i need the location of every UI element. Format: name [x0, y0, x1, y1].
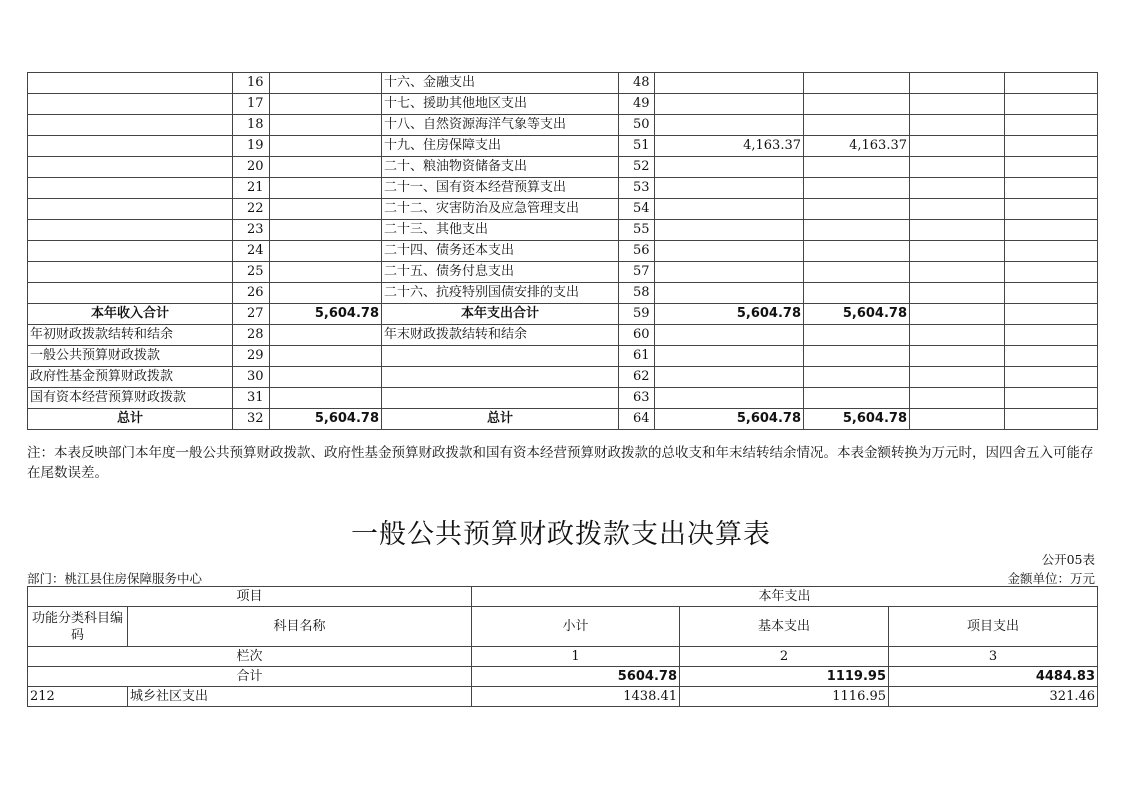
- income-line-no: 27: [233, 304, 270, 325]
- soe-budget-amount: [1005, 178, 1098, 199]
- income-line-no: 32: [233, 409, 270, 430]
- soe-budget-amount: [1005, 283, 1098, 304]
- table-row: [28, 283, 1098, 304]
- expense-total: [655, 241, 804, 262]
- expense-item: 二十二、灾害防治及应急管理支出: [382, 199, 619, 220]
- expense-line-no: 51: [619, 136, 655, 157]
- income-line-no: 20: [233, 157, 270, 178]
- table-row: [28, 409, 1098, 430]
- expense-item: 二十六、抗疫特别国债安排的支出: [382, 283, 619, 304]
- expense-total: [655, 178, 804, 199]
- soe-budget-amount: [1005, 304, 1098, 325]
- income-item: [28, 73, 233, 94]
- general-budget-amount: [804, 241, 910, 262]
- income-line-no: 25: [233, 262, 270, 283]
- expense-total: 5,604.78: [655, 304, 804, 325]
- expense-item: 二十五、债务付息支出: [382, 262, 619, 283]
- fund-budget-amount: [910, 409, 1005, 430]
- fund-budget-amount: [910, 262, 1005, 283]
- row-subtotal: 1438.41: [472, 687, 680, 707]
- income-amount: [270, 283, 382, 304]
- income-line-no: 17: [233, 94, 270, 115]
- expense-line-no: 50: [619, 115, 655, 136]
- soe-budget-amount: [1005, 220, 1098, 241]
- expense-item: 十七、援助其他地区支出: [382, 94, 619, 115]
- expense-total: 5,604.78: [655, 409, 804, 430]
- table-note: 注：本表反映部门本年度一般公共预算财政拨款、政府性基金预算财政拨款和国有资本经营预算财政拨款的总收支和年末结转结余情况。本表金额转换为万元时，因四舍五入可能存在尾数误差。: [27, 445, 1094, 481]
- expense-total: [655, 388, 804, 409]
- income-item: 一般公共预算财政拨款: [28, 346, 233, 367]
- table-row: [28, 199, 1098, 220]
- income-item: [28, 94, 233, 115]
- income-amount: [270, 388, 382, 409]
- expense-line-no: 49: [619, 94, 655, 115]
- table-row: [28, 94, 1098, 115]
- expenditure-table: [27, 586, 1098, 707]
- soe-budget-amount: [1005, 73, 1098, 94]
- income-item: 年初财政拨款结转和结余: [28, 325, 233, 346]
- income-amount: [270, 94, 382, 115]
- income-item: 总计: [28, 409, 233, 430]
- expense-item: 总计: [382, 409, 619, 430]
- total-item: 4484.83: [889, 667, 1098, 687]
- soe-budget-amount: [1005, 388, 1098, 409]
- total-subtotal: 5604.78: [472, 667, 680, 687]
- row-basic: 1116.95: [680, 687, 889, 707]
- expense-item: 本年支出合计: [382, 304, 619, 325]
- general-budget-amount: [804, 220, 910, 241]
- income-line-no: 18: [233, 115, 270, 136]
- header-row-1: [28, 587, 1098, 607]
- table-row: [28, 241, 1098, 262]
- expense-line-no: 52: [619, 157, 655, 178]
- table-row: [28, 115, 1098, 136]
- income-line-no: 21: [233, 178, 270, 199]
- expense-total: [655, 262, 804, 283]
- fund-budget-amount: [910, 346, 1005, 367]
- income-line-no: 22: [233, 199, 270, 220]
- expense-line-no: 56: [619, 241, 655, 262]
- income-amount: [270, 178, 382, 199]
- general-budget-amount: [804, 388, 910, 409]
- general-budget-amount: [804, 94, 910, 115]
- expense-line-no: 60: [619, 325, 655, 346]
- fund-budget-amount: [910, 199, 1005, 220]
- general-budget-amount: [804, 346, 910, 367]
- table-row: [28, 73, 1098, 94]
- expense-item: 二十、粮油物资储备支出: [382, 157, 619, 178]
- column-number-row: [28, 647, 1098, 667]
- income-item: [28, 241, 233, 262]
- expense-line-no: 63: [619, 388, 655, 409]
- general-budget-amount: [804, 178, 910, 199]
- expense-line-no: 59: [619, 304, 655, 325]
- income-line-no: 26: [233, 283, 270, 304]
- expense-item: [382, 388, 619, 409]
- fund-budget-amount: [910, 367, 1005, 388]
- soe-budget-amount: [1005, 325, 1098, 346]
- general-budget-amount: [804, 157, 910, 178]
- income-amount: [270, 325, 382, 346]
- expense-line-no: 53: [619, 178, 655, 199]
- fund-budget-amount: [910, 115, 1005, 136]
- income-amount: [270, 262, 382, 283]
- fund-budget-amount: [910, 325, 1005, 346]
- fund-budget-amount: [910, 178, 1005, 199]
- expense-line-no: 58: [619, 283, 655, 304]
- income-line-no: 19: [233, 136, 270, 157]
- soe-budget-amount: [1005, 241, 1098, 262]
- income-item: [28, 262, 233, 283]
- income-item: [28, 199, 233, 220]
- header-code: 功能分类科目编码: [28, 607, 128, 647]
- general-budget-amount: [804, 283, 910, 304]
- income-line-no: 30: [233, 367, 270, 388]
- table-row: [28, 388, 1098, 409]
- expense-item: 二十一、国有资本经营预算支出: [382, 178, 619, 199]
- income-item: 国有资本经营预算财政拨款: [28, 388, 233, 409]
- income-item: 政府性基金预算财政拨款: [28, 367, 233, 388]
- table-row: [28, 262, 1098, 283]
- income-amount: [270, 199, 382, 220]
- summary-table: [27, 72, 1098, 430]
- row-code: 212: [28, 687, 128, 707]
- expense-line-no: 64: [619, 409, 655, 430]
- fund-budget-amount: [910, 157, 1005, 178]
- income-item: [28, 283, 233, 304]
- unit-label: 金额单位：万元: [1007, 571, 1095, 586]
- income-line-no: 24: [233, 241, 270, 262]
- income-line-no: 28: [233, 325, 270, 346]
- expense-item: 二十三、其他支出: [382, 220, 619, 241]
- income-amount: [270, 241, 382, 262]
- column-1: 1: [472, 647, 680, 667]
- fund-budget-amount: [910, 94, 1005, 115]
- total-row: [28, 667, 1098, 687]
- general-budget-amount: [804, 73, 910, 94]
- general-budget-amount: [804, 325, 910, 346]
- expense-total: [655, 115, 804, 136]
- expense-item: 年末财政拨款结转和结余: [382, 325, 619, 346]
- total-label: 合计: [28, 667, 472, 687]
- expense-line-no: 54: [619, 199, 655, 220]
- fund-budget-amount: [910, 304, 1005, 325]
- expense-item: [382, 367, 619, 388]
- column-2: 2: [680, 647, 889, 667]
- income-item: [28, 157, 233, 178]
- total-basic: 1119.95: [680, 667, 889, 687]
- income-item: [28, 178, 233, 199]
- income-line-no: 16: [233, 73, 270, 94]
- expense-line-no: 55: [619, 220, 655, 241]
- column-3: 3: [889, 647, 1098, 667]
- general-budget-amount: 4,163.37: [804, 136, 910, 157]
- expense-item: 十九、住房保障支出: [382, 136, 619, 157]
- income-line-no: 31: [233, 388, 270, 409]
- soe-budget-amount: [1005, 409, 1098, 430]
- expense-total: [655, 73, 804, 94]
- expense-total: [655, 283, 804, 304]
- expense-total: [655, 157, 804, 178]
- expense-total: [655, 367, 804, 388]
- income-amount: 5,604.78: [270, 304, 382, 325]
- fund-budget-amount: [910, 73, 1005, 94]
- fund-budget-amount: [910, 136, 1005, 157]
- income-amount: [270, 346, 382, 367]
- expense-line-no: 61: [619, 346, 655, 367]
- income-item: 本年收入合计: [28, 304, 233, 325]
- table-row: [28, 136, 1098, 157]
- header-row-2: [28, 607, 1098, 647]
- income-amount: [270, 136, 382, 157]
- fund-budget-amount: [910, 283, 1005, 304]
- expense-item: 十八、自然资源海洋气象等支出: [382, 115, 619, 136]
- soe-budget-amount: [1005, 262, 1098, 283]
- table-row: [28, 304, 1098, 325]
- expense-total: [655, 346, 804, 367]
- department-label: 部门：桃江县住房保障服务中心: [27, 571, 203, 586]
- row-name: 城乡社区支出: [128, 687, 472, 707]
- income-amount: [270, 367, 382, 388]
- expense-line-no: 57: [619, 262, 655, 283]
- soe-budget-amount: [1005, 94, 1098, 115]
- soe-budget-amount: [1005, 199, 1098, 220]
- general-budget-amount: [804, 262, 910, 283]
- header-current-year: 本年支出: [472, 587, 1098, 607]
- soe-budget-amount: [1005, 157, 1098, 178]
- income-amount: [270, 220, 382, 241]
- expense-item: 十六、金融支出: [382, 73, 619, 94]
- table-row: [28, 367, 1098, 388]
- soe-budget-amount: [1005, 346, 1098, 367]
- column-label: 栏次: [28, 647, 472, 667]
- header-name: 科目名称: [128, 607, 472, 647]
- expense-total: [655, 199, 804, 220]
- header-item: 项目支出: [889, 607, 1098, 647]
- header-project: 项目: [28, 587, 472, 607]
- expense-total: [655, 220, 804, 241]
- fund-budget-amount: [910, 388, 1005, 409]
- income-item: [28, 115, 233, 136]
- table-row: [28, 220, 1098, 241]
- row-item: 321.46: [889, 687, 1098, 707]
- fund-budget-amount: [910, 220, 1005, 241]
- soe-budget-amount: [1005, 136, 1098, 157]
- expense-total: [655, 325, 804, 346]
- expense-total: 4,163.37: [655, 136, 804, 157]
- table-row: [28, 325, 1098, 346]
- header-subtotal: 小计: [472, 607, 680, 647]
- income-line-no: 29: [233, 346, 270, 367]
- table-row: [28, 346, 1098, 367]
- income-amount: 5,604.78: [270, 409, 382, 430]
- expense-item: [382, 346, 619, 367]
- income-item: [28, 136, 233, 157]
- soe-budget-amount: [1005, 367, 1098, 388]
- income-amount: [270, 73, 382, 94]
- page-title: 一般公共预算财政拨款支出决算表: [351, 519, 771, 550]
- expense-line-no: 62: [619, 367, 655, 388]
- general-budget-amount: [804, 115, 910, 136]
- form-number: 公开05表: [1041, 552, 1095, 567]
- general-budget-amount: 5,604.78: [804, 409, 910, 430]
- expense-total: [655, 94, 804, 115]
- table-row: [28, 687, 1098, 707]
- income-line-no: 23: [233, 220, 270, 241]
- header-basic: 基本支出: [680, 607, 889, 647]
- expense-item: 二十四、债务还本支出: [382, 241, 619, 262]
- general-budget-amount: 5,604.78: [804, 304, 910, 325]
- general-budget-amount: [804, 199, 910, 220]
- soe-budget-amount: [1005, 115, 1098, 136]
- expense-line-no: 48: [619, 73, 655, 94]
- table-row: [28, 157, 1098, 178]
- table-row: [28, 178, 1098, 199]
- income-amount: [270, 115, 382, 136]
- income-amount: [270, 157, 382, 178]
- income-item: [28, 220, 233, 241]
- fund-budget-amount: [910, 241, 1005, 262]
- general-budget-amount: [804, 367, 910, 388]
